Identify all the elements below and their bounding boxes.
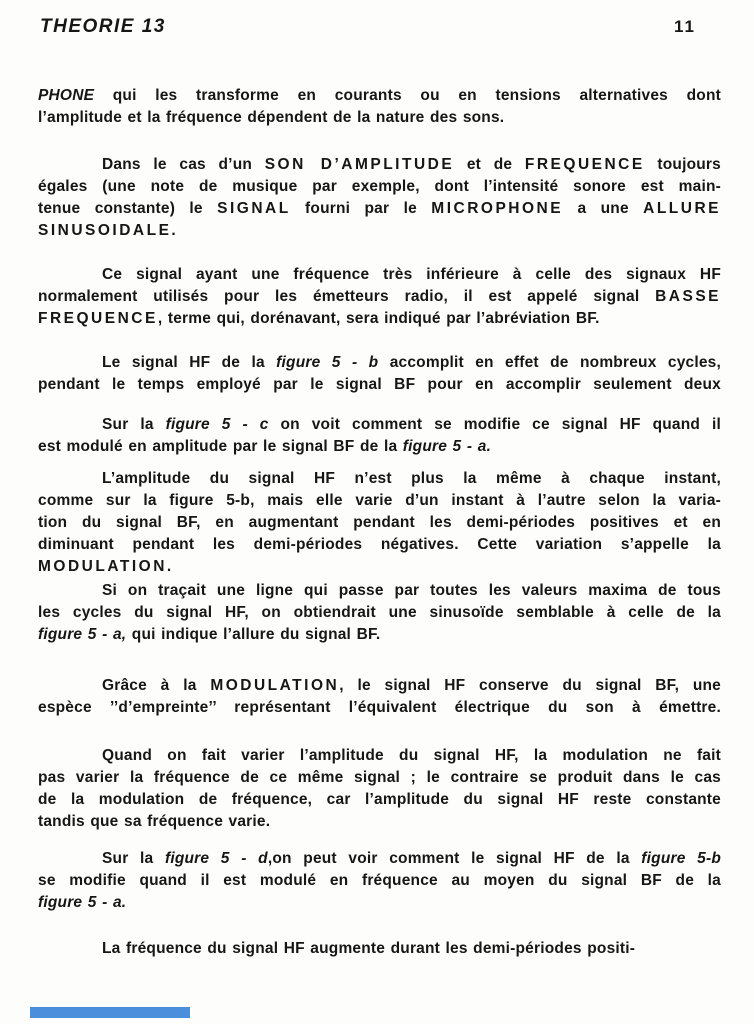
text-line: [38, 374, 721, 396]
text-line: [38, 697, 721, 719]
text-line: [38, 848, 721, 870]
text-segment: figure 5 - a,: [38, 626, 127, 643]
text-segment: MICROPHONE: [431, 200, 564, 217]
paragraph: [38, 848, 721, 914]
text-segment: et de: [454, 156, 525, 173]
text-segment: de la modulation de fréquence, car l’amplitude du signal HF reste constante: [38, 791, 721, 808]
text-segment: on voit comment se modifie ce signal HF quand il: [268, 416, 721, 433]
text-segment: comme sur la figure 5-b, mais elle varie d’un instant à l’autre selon la varia-: [38, 492, 721, 509]
text-segment: qui indique l’allure du signal BF.: [126, 626, 381, 643]
page-header: [0, 0, 754, 38]
text-segment: Ce signal ayant une fréquence très inférieure à celle des signaux HF: [102, 266, 721, 283]
footer-highlight-bar: [30, 1007, 190, 1018]
text-line: [38, 580, 721, 602]
text-segment: FREQUENCE: [524, 156, 645, 173]
text-segment: FREQUENCE: [38, 310, 158, 327]
text-line: [38, 107, 721, 129]
text-segment: PHONE: [38, 87, 95, 104]
text-segment: a une: [563, 200, 644, 217]
text-line: [38, 789, 721, 811]
text-segment: SINUSOIDALE.: [38, 222, 179, 239]
page-body: [0, 85, 754, 960]
text-segment: figure 5 - d: [164, 850, 268, 867]
text-line: [38, 938, 721, 960]
text-segment: pendant le temps employé par le signal BF pour en accomplir seulement deux: [38, 376, 721, 393]
paragraph: [38, 264, 721, 330]
text-line: [38, 512, 721, 534]
text-line: [38, 767, 721, 789]
paragraph: [38, 414, 721, 458]
text-line: [38, 308, 721, 330]
paragraph: [38, 580, 721, 646]
text-segment: Sur la: [102, 416, 166, 433]
page-number: 11: [674, 17, 696, 36]
text-segment: figure 5 - c: [165, 416, 269, 433]
text-segment: espèce ’’d’empreinte’’ représentant l’équivalent électrique du son à émettre.: [38, 699, 721, 716]
text-segment: tandis que sa fréquence varie.: [38, 813, 271, 830]
text-line: [38, 468, 721, 490]
text-line: [38, 675, 721, 697]
text-segment: normalement utilisés pour les émetteurs radio, il est appelé signal: [38, 288, 656, 305]
text-segment: , terme qui, dorénavant, sera indiqué par l’abréviation BF.: [157, 310, 600, 327]
text-line: [38, 534, 721, 556]
text-segment: les cycles du signal HF, on obtiendrait une sinusoïde semblable à celle de la: [38, 604, 721, 621]
text-segment: Dans le cas d’un: [102, 156, 265, 173]
text-segment: SON D’AMPLITUDE: [264, 156, 455, 173]
text-line: [38, 85, 721, 107]
text-segment: figure 5-b: [641, 850, 721, 867]
text-segment: tion du signal BF, en augmentant pendant les demi-périodes positives et en: [38, 514, 721, 531]
text-line: [38, 436, 721, 458]
text-segment: Si on traçait une ligne qui passe par toutes les valeurs maxima de tous: [102, 582, 721, 599]
text-line: [38, 811, 721, 833]
text-segment: figure 5 - a.: [402, 438, 492, 455]
text-segment: Grâce à la: [102, 677, 211, 694]
text-segment: La fréquence du signal HF augmente durant les demi-périodes positi-: [102, 940, 636, 957]
text-line: [38, 220, 721, 242]
text-segment: égales (une note de musique par exemple, dont l’intensité sonore est main-: [38, 178, 721, 195]
text-segment: qui les transforme en courants ou en tensions alternatives dont: [94, 87, 721, 104]
text-line: [38, 624, 721, 646]
paragraph: [38, 468, 721, 578]
text-line: [38, 198, 721, 220]
text-segment: MODULATION: [210, 677, 340, 694]
text-segment: l’amplitude et la fréquence dépendent de la nature des sons.: [38, 109, 505, 126]
text-line: [38, 176, 721, 198]
text-segment: SIGNAL: [217, 200, 291, 217]
text-line: [38, 602, 721, 624]
paragraph: [38, 154, 721, 242]
text-segment: MODULATION.: [38, 558, 174, 575]
text-segment: diminuant pendant les demi-périodes négatives. Cette variation s’appelle la: [38, 536, 721, 553]
text-segment: BASSE: [655, 288, 721, 305]
paragraph: [38, 675, 721, 719]
text-segment: L’amplitude du signal HF n’est plus la même à chaque instant,: [102, 470, 721, 487]
text-line: [38, 745, 721, 767]
text-line: [38, 892, 721, 914]
text-segment: figure 5 - b: [276, 354, 379, 371]
text-line: [38, 556, 721, 578]
text-line: [38, 154, 721, 176]
text-line: [38, 286, 721, 308]
text-segment: ALLURE: [643, 200, 721, 217]
text-line: [38, 264, 721, 286]
chapter-title: THEORIE 13: [40, 16, 166, 37]
text-segment: se modifie quand il est modulé en fréquence au moyen du signal BF de la: [38, 872, 721, 889]
text-line: [38, 414, 721, 436]
paragraph: [38, 85, 721, 129]
text-segment: Sur la: [102, 850, 165, 867]
text-segment: fourni par le: [290, 200, 432, 217]
text-segment: ,on peut voir comment le signal HF de la: [267, 850, 642, 867]
text-segment: Le signal HF de la: [102, 354, 277, 371]
paragraph: [38, 938, 721, 960]
text-segment: , le signal HF conserve du signal BF, une: [339, 677, 721, 694]
text-segment: Quand on fait varier l’amplitude du signal HF, la modulation ne fait: [102, 747, 721, 764]
text-segment: accomplit en effet de nombreux cycles,: [378, 354, 721, 371]
paragraph: [38, 352, 721, 396]
text-segment: est modulé en amplitude par le signal BF de la: [38, 438, 403, 455]
text-segment: toujours: [644, 156, 721, 173]
text-line: [38, 352, 721, 374]
paragraph: [38, 745, 721, 833]
text-segment: tenue constante) le: [38, 200, 218, 217]
text-segment: figure 5 - a.: [38, 894, 127, 911]
text-line: [38, 870, 721, 892]
text-line: [38, 490, 721, 512]
text-segment: pas varier la fréquence de ce même signal ; le contraire se produit dans le cas: [38, 769, 721, 786]
